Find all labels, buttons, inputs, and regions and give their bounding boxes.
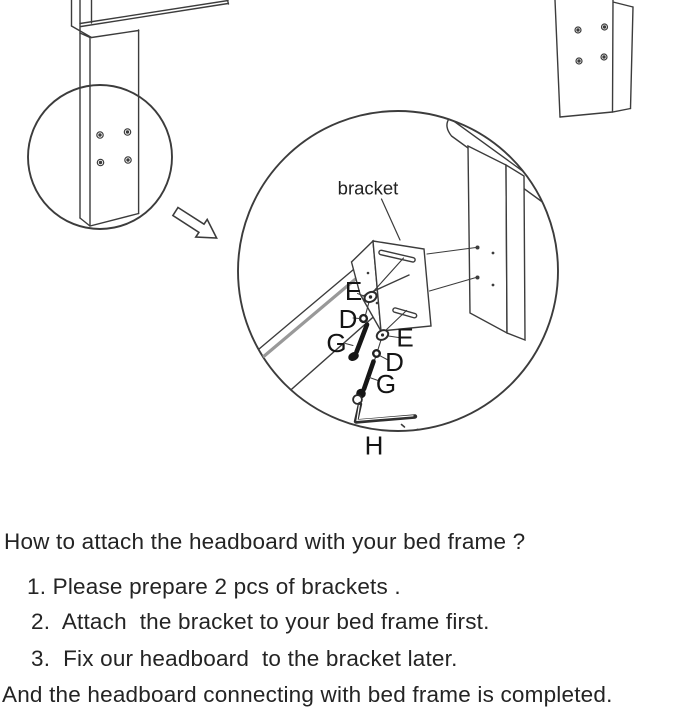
bracket-label: bracket: [337, 177, 399, 199]
instruction-step-2: 2. Attach the bracket to your bed frame first.: [31, 609, 490, 634]
post-hole-small-lower: [492, 284, 495, 287]
bolt-g2: [364, 362, 374, 390]
post-side-face: [506, 165, 525, 340]
label-e2: E: [396, 322, 414, 353]
bracket-leader-line: [382, 199, 401, 240]
instruction-step-1: 1. Please prepare 2 pcs of brackets .: [27, 574, 401, 599]
instruction-step-3: 3. Fix our headboard to the bracket later.: [31, 646, 458, 671]
headboard-post-chamfer: [72, 26, 92, 38]
label-e1: E: [344, 276, 363, 306]
label-d1: D: [338, 304, 358, 334]
bolt-g1: [357, 325, 368, 353]
headboard-bottom-rail-edges: [80, 0, 229, 27]
sketch-tick: [402, 425, 405, 428]
zoom-arrow-icon: [173, 208, 217, 239]
post-edges: [555, 0, 633, 117]
headboard-leg-drawing: [28, 0, 229, 229]
rail-front-edge: [92, 31, 139, 38]
label-g2: G: [375, 369, 397, 399]
post-bottom-edges: [560, 109, 631, 118]
label-d2: D: [385, 347, 404, 377]
instructions-footer: And the headboard connecting with bed frame is completed.: [2, 682, 613, 707]
post-screw-holes: [575, 24, 608, 64]
bed-frame-post-drawing: [555, 0, 633, 117]
spring-washer-d1: [360, 315, 367, 322]
leg-screw-holes: [97, 129, 131, 166]
instructions-heading: How to attach the headboard with your bed frame ?: [4, 529, 526, 554]
headboard-post-edges: [72, 0, 92, 218]
detail-circle-left: [28, 85, 172, 229]
leg-vertical-edges: [90, 30, 139, 226]
label-g1: G: [326, 328, 347, 358]
allen-key: [353, 395, 415, 421]
label-h: H: [364, 430, 384, 461]
magnified-detail: [238, 111, 558, 461]
post-front-face: [468, 146, 507, 333]
leg-bottom-edges: [80, 214, 139, 227]
post-hole-small-upper: [492, 252, 495, 255]
spring-washer-d2: [373, 350, 380, 357]
